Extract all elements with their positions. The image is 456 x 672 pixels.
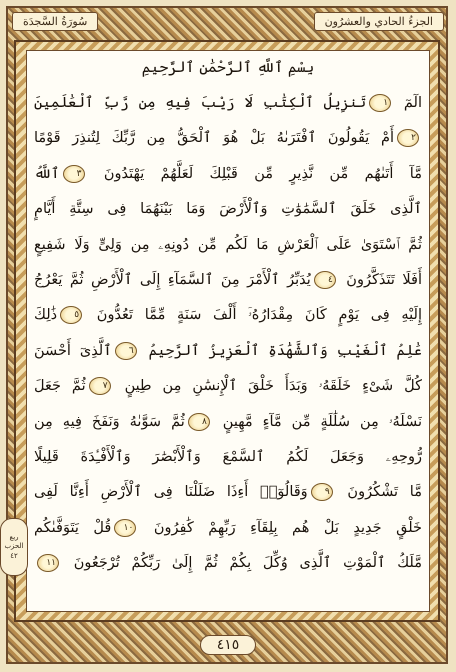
basmala: بِسْمِ ٱللَّهِ ٱلرَّحْمَٰنِ ٱلرَّحِيمِ xyxy=(141,58,315,76)
verse-line xyxy=(34,86,422,121)
ayah-number-marker: ١١ xyxy=(37,554,59,572)
verse-line xyxy=(34,369,422,404)
verse-text: مَّآ أَتَىٰهُم مِّن نَّذِيرٍ مِّن قَبْلِكَ لَعَلَّهُمْ يَهْتَدُونَ xyxy=(87,165,422,182)
ayah-number-marker: ٧ xyxy=(89,377,111,395)
ayah-number-marker: ٥ xyxy=(60,306,82,324)
verse-text: رُّوحِهِۦ وَجَعَلَ لَكُمُ ٱلسَّمْعَ وَٱلْأَبْصَٰرَ وَٱلْأَفْـِٔدَةَ قَلِيلًا xyxy=(34,448,422,465)
verse-line xyxy=(34,298,422,333)
verse-text: خَلْقٍ جَدِيدٍ بَلْ هُم بِلِقَآءِ رَبِّهِمْ كَٰفِرُونَ xyxy=(139,519,422,536)
verse-text: مَّلَكُ ٱلْمَوْتِ ٱلَّذِى وُكِّلَ بِكُمْ ثُمَّ إِلَىٰ رَبِّكُمْ تُرْجَعُونَ xyxy=(62,555,422,572)
juz-name-label: الجزءُ الحادي والعشرُون xyxy=(314,12,444,31)
verse-text: تَنزِيلُ ٱلْكِتَٰبِ لَا رَيْبَ فِيهِ مِن رَّبِّ ٱلْعَٰلَمِينَ xyxy=(34,95,367,111)
surah-name-label: سُورَةُ السَّجدَة xyxy=(12,12,98,31)
verse-text: وَقَالُوٓا۟ أَءِذَا ضَلَلْنَا فِى ٱلْأَرْضِ أَءِنَّا لَفِى xyxy=(34,484,308,501)
verse-text: ٱللَّهُ xyxy=(34,165,60,182)
page-number: ٤١٥ xyxy=(200,635,257,655)
verse-line xyxy=(34,228,422,263)
verse-lines xyxy=(34,86,422,581)
verse-line xyxy=(34,440,422,475)
verse-text: ٱلَّذِىٓ أَحْسَنَ xyxy=(34,342,112,359)
verse-line xyxy=(34,546,422,581)
hizb-marker-line2: الحزب xyxy=(4,542,24,551)
verse-line xyxy=(34,263,422,298)
verse-text: إِلَيْهِ فِى يَوْمٍ كَانَ مِقْدَارُهُۥٓ أَلْفَ سَنَةٍ مِّمَّا تَعُدُّونَ xyxy=(85,307,422,324)
verse-text: ٱلَّذِى خَلَقَ ٱلسَّمَٰوَٰتِ وَٱلْأَرْضَ وَمَا بَيْنَهُمَا فِى سِتَّةِ أَيَّامٍ xyxy=(34,201,422,218)
verse-line xyxy=(34,192,422,227)
page-header xyxy=(12,8,444,34)
ayah-number-marker: ٩ xyxy=(311,483,333,501)
ayah-number-marker: ٤ xyxy=(314,271,336,289)
verse-text: مَّا تَشْكُرُونَ xyxy=(335,484,422,501)
hizb-marker xyxy=(0,518,28,576)
verse-text: قُلْ يَتَوَفَّىٰكُم xyxy=(34,519,112,536)
verse-text: أَفَلَا تَتَذَكَّرُونَ xyxy=(338,271,422,288)
verse-text: ثُمَّ ٱسْتَوَىٰ عَلَى ٱلْعَرْشِ مَا لَكُم مِّن دُونِهِۦ مِن وَلِىٍّ وَلَا شَفِيعٍ xyxy=(34,236,422,253)
verse-text: ثُمَّ جَعَلَ xyxy=(34,378,86,395)
verse-line xyxy=(34,334,422,369)
ayah-number-marker: ٦ xyxy=(115,342,137,360)
verse-text: أَمْ يَقُولُونَ ٱفْتَرَىٰهُ بَلْ هُوَ ٱلْحَقُّ مِن رَّبِّكَ لِتُنذِرَ قَوْمًا xyxy=(34,130,394,147)
verse-text: كُلَّ شَىْءٍ خَلَقَهُۥ وَبَدَأَ خَلْقَ ٱلْإِنسَٰنِ مِن طِينٍ xyxy=(113,378,422,395)
ayah-number-marker: ١٠ xyxy=(114,519,136,537)
verse-text: ثُمَّ سَوَّىٰهُ وَنَفَخَ فِيهِ مِن xyxy=(34,413,185,430)
verse-line xyxy=(34,475,422,510)
verse-text: نَسْلَهُۥ مِن سُلَٰلَةٍ مِّن مَّآءٍ مَّهِينٍ xyxy=(212,413,422,430)
verse-line xyxy=(34,511,422,546)
verse-line xyxy=(34,157,422,192)
ayah-number-marker: ٣ xyxy=(63,165,85,183)
verse-text: عَٰلِمُ ٱلْغَيْبِ وَٱلشَّهَٰدَةِ ٱلْعَزِيزُ ٱلرَّحِيمُ xyxy=(139,342,422,359)
verse-line xyxy=(34,405,422,440)
ayah-number-marker: ٢ xyxy=(397,129,419,147)
ayah-number-marker: ٨ xyxy=(188,413,210,431)
page-footer xyxy=(0,630,456,660)
hizb-marker-line1: ربع xyxy=(9,533,19,542)
hizb-marker-line3: ٤٢ xyxy=(10,551,18,560)
verse-text: يُدَبِّرُ ٱلْأَمْرَ مِنَ ٱلسَّمَآءِ إِلَى ٱلْأَرْضِ ثُمَّ يَعْرُجُ xyxy=(34,271,311,288)
verse-text: ذَٰلِكَ xyxy=(34,307,58,324)
verse-text: الٓمٓ xyxy=(394,95,422,111)
ayah-number-marker: ١ xyxy=(369,94,391,112)
verse-line xyxy=(34,121,422,156)
